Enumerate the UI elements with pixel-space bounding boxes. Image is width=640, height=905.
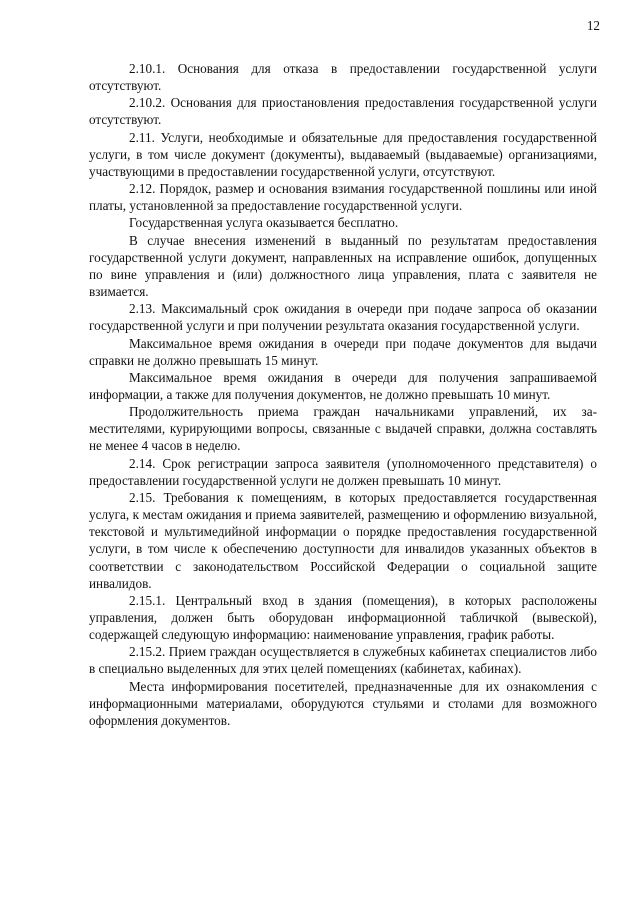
document-body: [89, 60, 597, 729]
paragraph-2-10-1: 2.10.1. Основания для отказа в предоставлении государственной услуги отсутствуют.: [89, 61, 597, 94]
paragraph-wait-15-min: Максимальное время ожидания в очереди при подаче документов для выдачи справки не должно превышать 15 минут.: [89, 335, 597, 368]
paragraph-info-places: Места информирования посетителей, предназначенные для их ознакомления с информационными материалами, оборудуются стульями и столами для возможного оформления документов.: [89, 678, 597, 728]
paragraph-2-12: 2.12. Порядок, размер и основания взимания государственной пошлины или иной платы, установленной за предоставление государственной услуги.: [89, 181, 597, 214]
paragraph-2-15: 2.15. Требования к помещениям, в которых предоставляется государственная услуга, к местам ожидания и приема заявителей, размещению и оформлению визуальной, текстовой и мультимедийной информации о порядке предоставления государственной услуги, в том числе к обеспечению доступности для инвалидов указанных объектов в соответствии с законодательством Российской Федерации о социальной защите инвалидов.: [89, 489, 597, 591]
paragraph-no-fee-corrections: В случае внесения изменений в выданный по результатам предоставления государственной услуги документ, направленных на исправление ошибок, допущенных по вине управления и (или) должностного лица управления, плата с заявителя не взимается.: [89, 232, 597, 300]
paragraph-2-11: 2.11. Услуги, необходимые и обязательные для предоставления государственной услуги, в том числе документ (документы), выдаваемый (выдаваемые) организациями, участвующими в предоставлении государственной услуги, отсутствуют.: [89, 129, 597, 179]
paragraph-2-15-1: 2.15.1. Центральный вход в здания (помещения), в которых расположены управления, должен быть оборудован информационной табличкой (вывеской), содержащей следующую информацию: наименование управления, график работы.: [89, 592, 597, 643]
paragraph-2-13: 2.13. Максимальный срок ожидания в очереди при подаче запроса об оказании государственной услуги и при получении результата оказания государственной услуги.: [89, 301, 597, 334]
paragraph-wait-10-min: Максимальное время ожидания в очереди для получения запрашиваемой информации, а также для получения документов, не должно превышать 10 минут.: [89, 369, 597, 402]
page-number: 12: [586, 18, 600, 33]
paragraph-2-10-2: 2.10.2. Основания для приостановления предоставления государственной услуги отсутствуют.: [89, 95, 597, 128]
paragraph-reception-hours: Продолжительность приема граждан начальниками управлений, их заместителями, курирующими вопросы, связанные с выдачей справки, должна составлять не менее 4 часов в неделю.: [89, 404, 597, 454]
paragraph-free-service: Государственная услуга оказывается бесплатно.: [129, 215, 399, 231]
paragraph-2-15-2: 2.15.2. Прием граждан осуществляется в служебных кабинетах специалистов либо в специально выделенных для этих целей помещениях (кабинетах, кабинах).: [89, 644, 597, 677]
paragraph-2-14: 2.14. Срок регистрации запроса заявителя (уполномоченного представителя) о предоставлении государственной услуги не должен превышать 10 минут.: [89, 455, 597, 488]
